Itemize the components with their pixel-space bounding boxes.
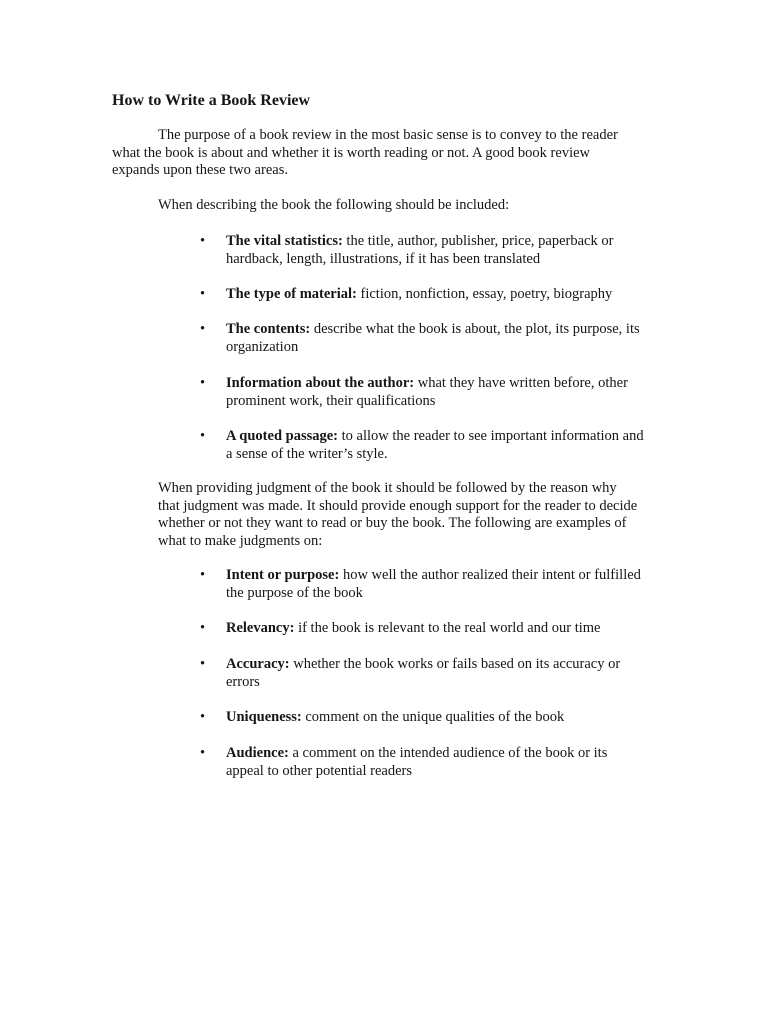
list-item-description: the title, author, publisher, price, paperback or hardback, length, illustrations, if it has been translated [226,233,614,267]
list-item-text [226,375,646,410]
list-item-description: if the book is relevant to the real world and our time [294,620,601,636]
bullet-icon: • [200,656,206,672]
list-item-text [226,428,646,463]
list-item-text [226,567,646,602]
bullet-icon: • [200,709,206,725]
list-item-description: fiction, nonfiction, essay, poetry, biography [356,286,613,302]
list-item-text [226,321,646,356]
bullet-icon: • [200,567,206,583]
list-item-text [226,286,646,304]
bullet-icon: • [200,745,206,761]
list-item-text [226,745,646,780]
list-item-term: Information about the author: [226,375,415,391]
bullet-icon: • [200,375,206,391]
list-item-description: comment on the unique qualities of the book [301,709,565,725]
describing-lead-paragraph: When describing the book the following should be included: [158,197,510,213]
list-item-term: Intent or purpose: [226,567,340,583]
document-title: How to Write a Book Review [112,92,311,109]
list-item-term: Relevancy: [226,620,295,636]
list-item-text [226,233,646,268]
list-item-term: The type of material: [226,286,357,302]
judgment-lead-paragraph: When providing judgment of the book it should be followed by the reason why that judgment was made. It should provide enough support for the reader to decide whether or not they want to read or buy the book. The following are examples of what to make judgments on: [158,480,638,549]
bullet-icon: • [200,321,206,337]
list-item-text [226,709,646,727]
bullet-icon: • [200,428,206,444]
list-item-term: Accuracy: [226,656,290,672]
list-item-description: describe what the book is about, the plot, its purpose, its organization [226,321,640,355]
list-item-description: a comment on the intended audience of the book or its appeal to other potential readers [226,745,608,779]
list-item-description: what they have written before, other prominent work, their qualifications [226,375,628,409]
bullet-icon: • [200,233,206,249]
list-item-description: to allow the reader to see important information and a sense of the writer’s style. [226,428,644,462]
bullet-icon: • [200,620,206,636]
bullet-icon: • [200,286,206,302]
list-item-text [226,620,646,638]
list-item-term: A quoted passage: [226,428,338,444]
intro-paragraph: The purpose of a book review in the most basic sense is to convey to the reader what the book is about and whether it is worth reading or not. A good book review expands upon these two areas. [112,127,618,179]
list-item-text [226,656,646,691]
list-item-description: whether the book works or fails based on its accuracy or errors [226,656,621,690]
list-item-term: The contents: [226,321,311,337]
list-item-term: Uniqueness: [226,709,302,725]
list-item-description: how well the author realized their intent or fulfilled the purpose of the book [226,567,641,601]
list-item-term: The vital statistics: [226,233,343,249]
list-item-term: Audience: [226,745,289,761]
